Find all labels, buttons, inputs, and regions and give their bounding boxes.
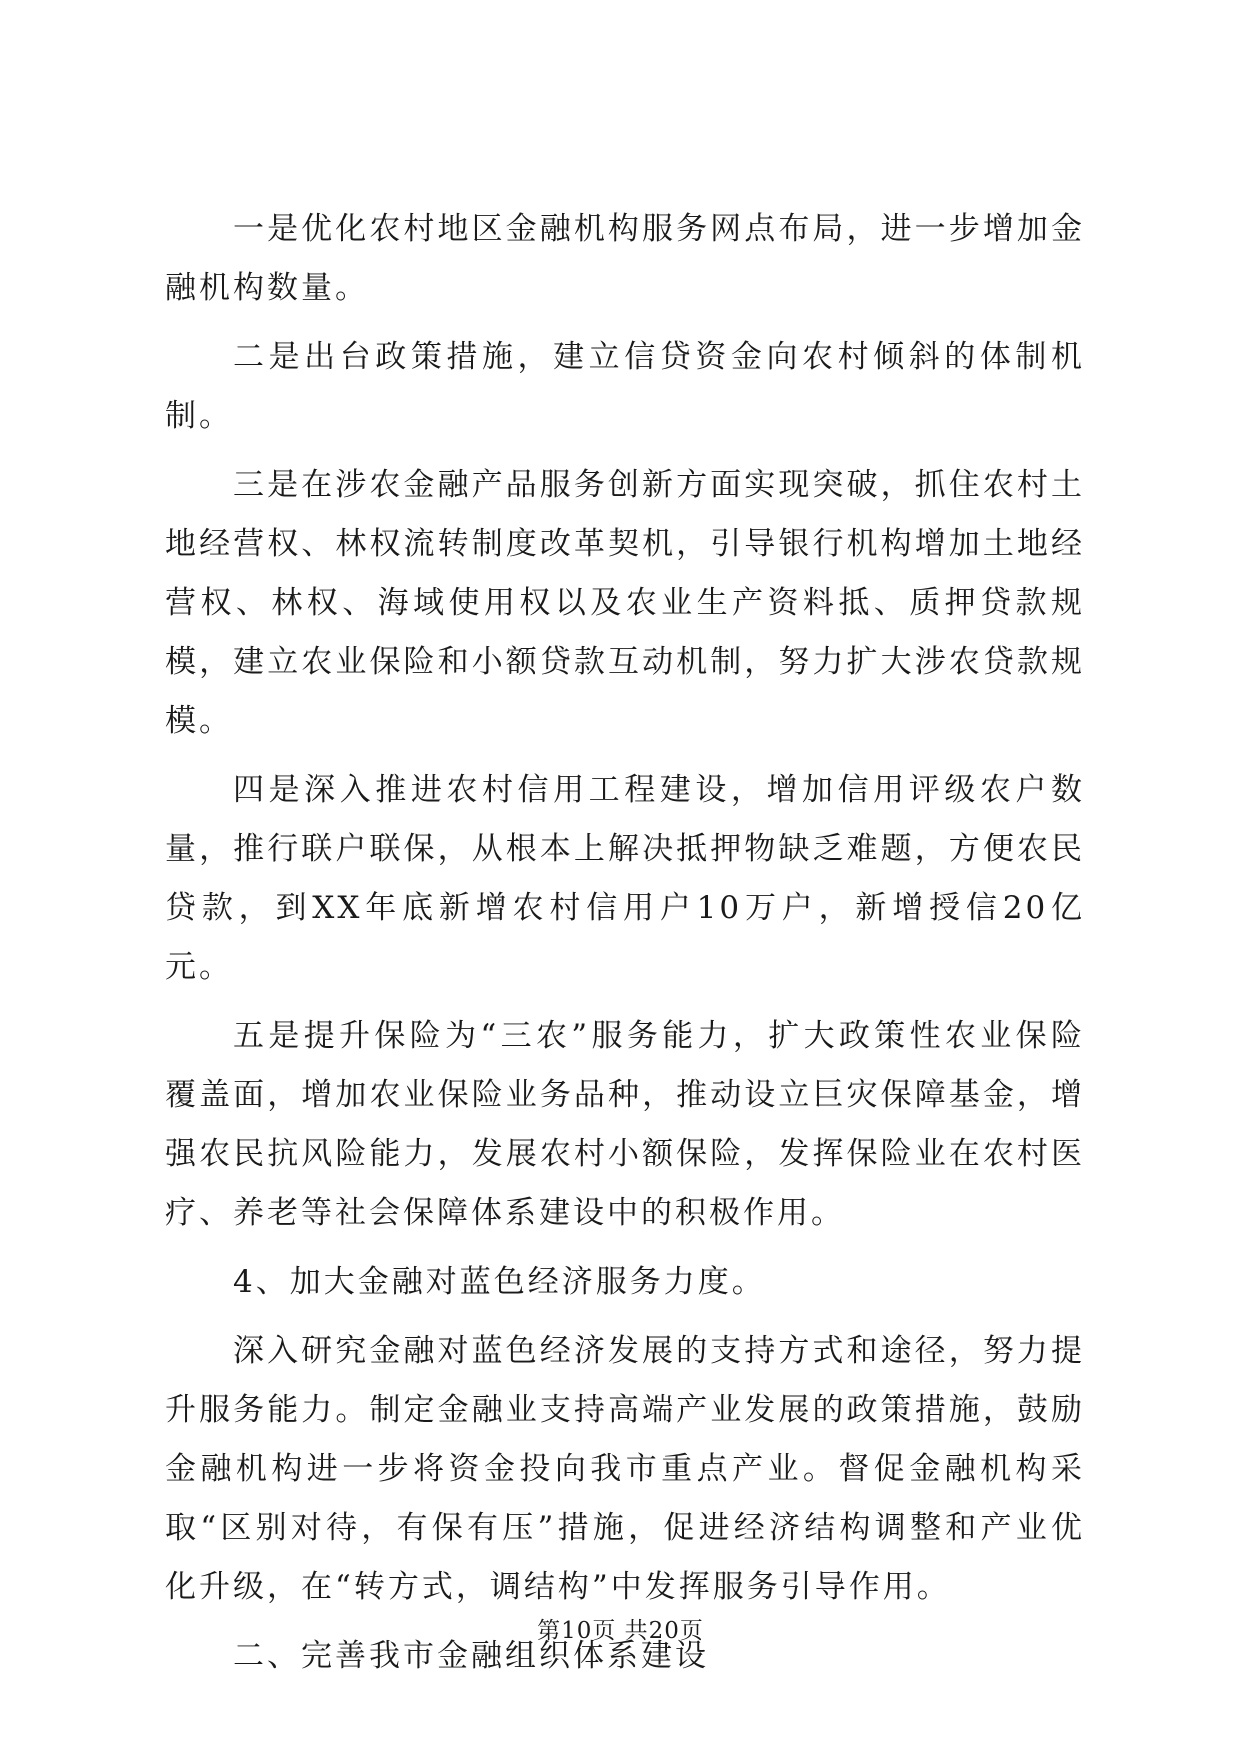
paragraph-product-innovation: 三是在涉农金融产品服务创新方面实现突破，抓住农村土地经营权、林权流转制度改革契机，引导银行机构增加土地经营权、林权、海域使用权以及农业生产资料抵、质押贷款规模，建立农业保险和小额贷款互动机制，努力扩大涉农贷款规模。 xyxy=(165,467,1085,739)
section-heading-organization: 二、完善我市金融组织体系建设 xyxy=(233,1638,709,1674)
page-number-footer: 第10页 共20页 xyxy=(537,1618,704,1644)
paragraph-insurance: 五是提升保险为“三农”服务能力，扩大政策性农业保险覆盖面，增加农业保险业务品种，推动设立巨灾保障基金，增强农民抗风险能力，发展农村小额保险，发挥保险业在农村医疗、养老等社会保障体系建设中的积极作用。 xyxy=(165,1018,1085,1231)
paragraph-blue-economy: 深入研究金融对蓝色经济发展的支持方式和途径，努力提升服务能力。制定金融业支持高端产业发展的政策措施，鼓励金融机构进一步将资金投向我市重点产业。督促金融机构采取“区别对待，有保有压”措施，促进经济结构调整和产业优化升级，在“转方式，调结构”中发挥服务引导作用。 xyxy=(165,1333,1085,1605)
body-text xyxy=(165,200,1085,1686)
paragraph-credit-policy: 二是出台政策措施，建立信贷资金向农村倾斜的体制机制。 xyxy=(165,339,1085,434)
paragraph-credit-engineering: 四是深入推进农村信用工程建设，增加信用评级农户数量，推行联户联保，从根本上解决抵押物缺乏难题，方便农民贷款，到XX年底新增农村信用户10万户，新增授信20亿元。 xyxy=(165,772,1085,985)
section-heading-blue-economy: 4、加大金融对蓝色经济服务力度。 xyxy=(233,1264,766,1300)
paragraph-rural-network: 一是优化农村地区金融机构服务网点布局，进一步增加金融机构数量。 xyxy=(165,211,1085,306)
